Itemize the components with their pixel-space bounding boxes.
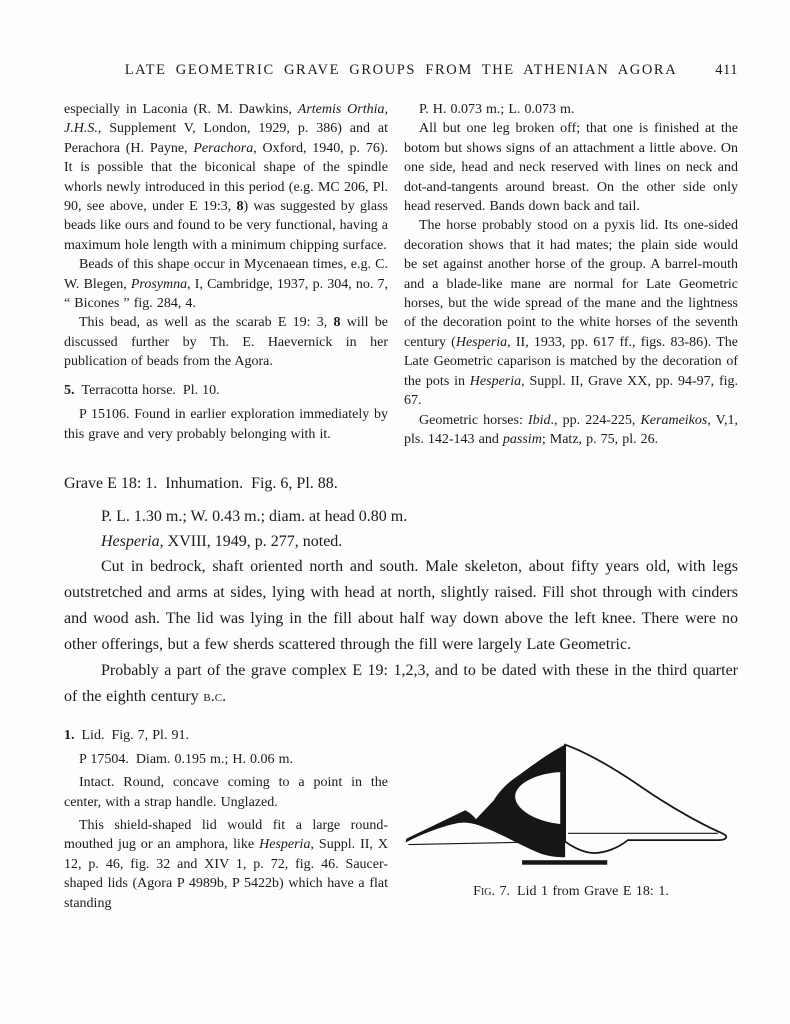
paragraph: All but one leg broken off; that one is finished at the botom but shows signs of an attachment a little above. On one side, head and neck reserved with lines on neck and dot-and-tangents around breast. On the other side only head reserved. Bands down back and tail. <box>404 121 738 215</box>
lid-rim-left-line <box>408 842 531 844</box>
bottom-two-column-block <box>64 726 738 913</box>
grave-section <box>64 471 738 710</box>
paragraph: P 15106. Found in earlier exploration immediately by this grave and very probably belonging with it. <box>64 407 388 442</box>
page-content <box>64 62 738 913</box>
paragraph: P 17504. Diam. 0.195 m.; H. 0.06 m. <box>79 751 294 767</box>
top-left-column <box>64 100 388 449</box>
catalogue-item-heading: 5. Terracotta horse. Pl. 10. <box>64 382 220 398</box>
running-head <box>64 62 738 79</box>
paragraph: Intact. Round, concave coming to a point in the center, with a strap handle. Unglazed. <box>64 775 388 810</box>
paragraph: This shield-shaped lid would fit a large round-mouthed jug or an amphora, like Hesperia, Suppl. II, X 12, p. 46, fig. 32 and XIV 1, p. 72, fig. 46. Saucer-shaped lids (Agora P 4989b, P 5422b) which have a flat standing <box>64 817 389 911</box>
top-two-column-block <box>64 100 738 449</box>
grave-heading: Grave E 18: 1. Inhumation. Fig. 6, Pl. 88. <box>64 475 338 493</box>
grave-reference: Hesperia, XVIII, 1949, p. 277, noted. <box>101 533 343 551</box>
paragraph: This bead, as well as the scarab E 19: 3, 8 will be discussed further by Th. E. Haevernick in her publication of beads from the Agora. <box>64 315 388 370</box>
scale-bar <box>522 861 607 866</box>
lid-section-drawing <box>404 728 738 870</box>
bottom-left-column <box>64 726 388 913</box>
grave-dimensions: P. L. 1.30 m.; W. 0.43 m.; diam. at head 0.80 m. <box>101 508 408 526</box>
paragraph: Beads of this shape occur in Mycenaean times, e.g. C. W. Blegen, Prosymna, I, Cambridge, 1937, p. 304, no. 7, “ Bicones ” fig. 284, 4. <box>64 257 388 312</box>
paragraph: Geometric horses: Ibid., pp. 224-225, Kerameikos, V,1, pls. 142-143 and passim; Matz, p. 75, pl. 26. <box>404 412 738 447</box>
paragraph: Cut in bedrock, shaft oriented north and south. Male skeleton, about fifty years old, with legs outstretched and arms at sides, lying with head at north, slightly raised. Fill shot through with cinders and wood ash. The lid was lying in the fill about half way down above the left knee. There were no other offerings, but a few sherds scattered through the fill were largely Late Geometric. <box>64 558 738 654</box>
page-number: 411 <box>715 62 738 78</box>
paragraph: Probably a part of the grave complex E 19: 1,2,3, and to be dated with these in the third quarter of the eighth century b.c. <box>64 662 738 706</box>
paragraph: The horse probably stood on a pyxis lid. Its one-sided decoration shows that it had mates; the plain side would be set against another horse of the group. A barrel-mouth and a blade-like mane are normal for Late Geometric horses, but the wide spread of the mane and the lightness of the decoration point to the white horses of the seventh century (Hesperia, II, 1933, pp. 617 ff., figs. 83-86). The Late Geometric caparison is matched by the decoration of the pots in Hesperia, Suppl. II, Grave XX, pp. 94-97, fig. 67. <box>404 218 738 409</box>
catalogue-item-heading: 1. Lid. Fig. 7, Pl. 91. <box>64 728 189 744</box>
figure-block <box>404 726 738 913</box>
top-right-column <box>404 100 738 449</box>
figure-caption: Fig. 7. Lid 1 from Grave E 18: 1. <box>473 884 669 900</box>
page-title: LATE GEOMETRIC GRAVE GROUPS FROM THE ATHENIAN AGORA <box>124 62 678 78</box>
lid-cross-section-left <box>405 745 565 858</box>
lid-exterior-right-outline <box>565 745 726 853</box>
paragraph: P. H. 0.073 m.; L. 0.073 m. <box>419 102 575 117</box>
paragraph: especially in Laconia (R. M. Dawkins, Artemis Orthia, J.H.S., Supplement V, London, 1929, p. 386) and at Perachora (H. Payne, Perachora, Oxford, 1940, p. 76). It is possible that the biconical shape of the spindle whorls newly introduced in this period (e.g. MC 206, Pl. 90, see above, under E 19:3, 8) was suggested by glass beads like ours and found to be very functional, having a maximum hole length with a minimum chipping surface. <box>64 102 389 253</box>
